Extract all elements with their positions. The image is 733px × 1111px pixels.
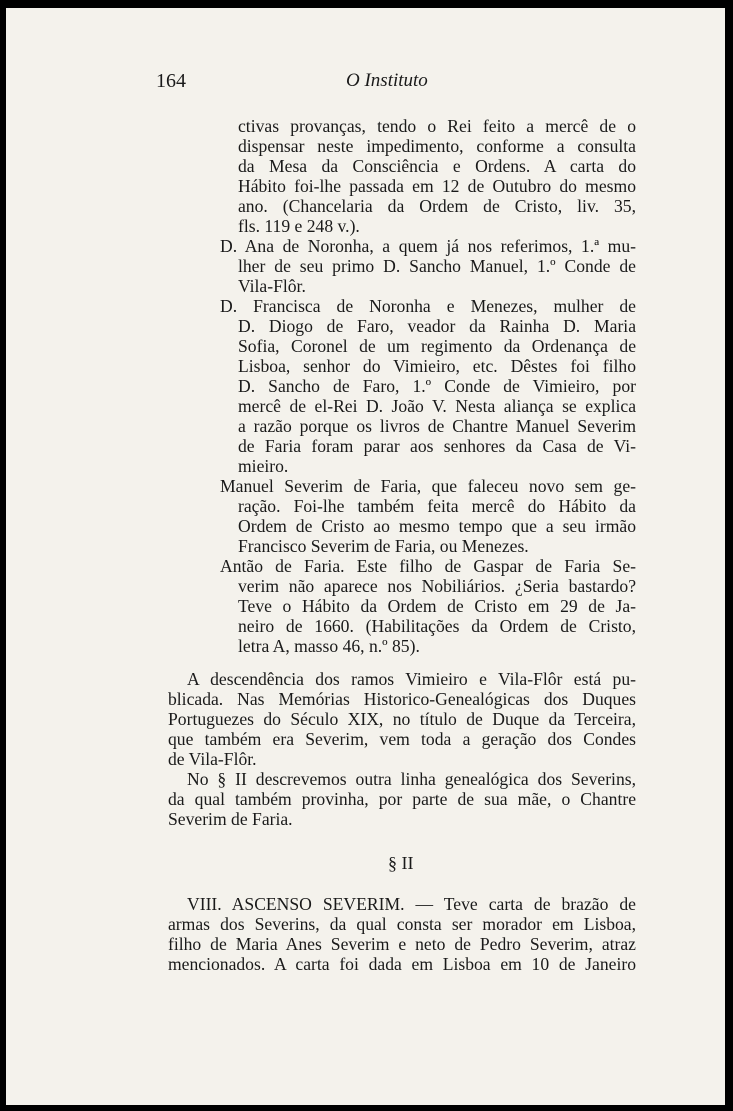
text-line: letra A, masso 46, n.º 85). xyxy=(238,636,420,656)
book-page xyxy=(6,8,725,1105)
text-line: D. Diogo de Faro, veador da Rainha D. Maria xyxy=(238,316,636,336)
text-line: filho de Maria Anes Severim e neto de Pedro Severim, atraz xyxy=(168,934,636,954)
entry-first-line: D. Ana de Noronha, a quem já nos referimos, 1.ª mu- xyxy=(220,236,636,256)
text-line: lher de seu primo D. Sancho Manuel, 1.º Conde de xyxy=(238,256,636,276)
text-line: ctivas provanças, tendo o Rei feito a mercê de o xyxy=(238,116,636,136)
text-line: de Faria foram parar aos senhores da Casa de Vi- xyxy=(238,436,636,456)
text-line: verim não aparece nos Nobiliários. ¿Seria bastardo? xyxy=(238,576,636,596)
text-line: mieiro. xyxy=(238,456,289,476)
text-line: neiro de 1660. (Habilitações da Ordem de Cristo, xyxy=(238,616,636,636)
text-line: dispensar neste impedimento, conforme a consulta xyxy=(238,136,636,156)
text-line: Hábito foi-lhe passada em 12 de Outubro do mesmo xyxy=(238,176,636,196)
text-line: de Vila-Flôr. xyxy=(168,749,257,769)
text-line: Sofia, Coronel de um regimento da Ordenança de xyxy=(238,336,636,356)
entry-first-line: Manuel Severim de Faria, que faleceu novo sem ge- xyxy=(220,476,636,496)
text-line: a razão porque os livros de Chantre Manuel Severim xyxy=(238,416,636,436)
page-number: 164 xyxy=(156,70,186,92)
text-line: Portuguezes do Século XIX, no título de Duque da Terceira, xyxy=(168,709,636,729)
paragraph-first-line: No § II descrevemos outra linha genealógica dos Severins, xyxy=(187,769,636,789)
text-line: D. Sancho de Faro, 1.º Conde de Vimieiro, por xyxy=(238,376,636,396)
running-title: O Instituto xyxy=(346,70,428,91)
text-line: que também era Severim, vem toda a geração dos Condes xyxy=(168,729,636,749)
text-line: mercê de el-Rei D. João V. Nesta aliança se explica xyxy=(238,396,636,416)
section-heading: § II xyxy=(388,853,414,873)
text-line: blicada. Nas Memórias Historico-Genealógicas dos Duques xyxy=(168,689,636,709)
text-line: ração. Foi-lhe também feita mercê do Hábito da xyxy=(238,496,636,516)
text-line: armas dos Severins, da qual consta ser morador em Lisboa, xyxy=(168,914,636,934)
text-line: da qual também provinha, por parte de sua mãe, o Chantre xyxy=(168,789,636,809)
text-line: ano. (Chancelaria da Ordem de Cristo, liv. 35, xyxy=(238,196,636,216)
paragraph-first-line: VIII. ASCENSO SEVERIM. — Teve carta de brazão de xyxy=(187,894,636,914)
entry-first-line: Antão de Faria. Este filho de Gaspar de Faria Se- xyxy=(220,556,636,576)
text-line: mencionados. A carta foi dada em Lisboa em 10 de Janeiro xyxy=(168,954,636,974)
text-line: Vila-Flôr. xyxy=(238,276,306,296)
page-header xyxy=(156,70,656,94)
text-line: Ordem de Cristo ao mesmo tempo que a seu irmão xyxy=(238,516,636,536)
text-line: Lisboa, senhor do Vimieiro, etc. Dêstes foi filho xyxy=(238,356,636,376)
text-line: fls. 119 e 248 v.). xyxy=(238,216,360,236)
text-line: Severim de Faria. xyxy=(168,809,293,829)
text-line: Teve o Hábito da Ordem de Cristo em 29 de Ja- xyxy=(238,596,636,616)
text-line: Francisco Severim de Faria, ou Menezes. xyxy=(238,536,529,556)
text-line: da Mesa da Consciência e Ordens. A carta do xyxy=(238,156,636,176)
paragraph-first-line: A descendência dos ramos Vimieiro e Vila-Flôr está pu- xyxy=(187,669,636,689)
entry-first-line: D. Francisca de Noronha e Menezes, mulher de xyxy=(220,296,636,316)
